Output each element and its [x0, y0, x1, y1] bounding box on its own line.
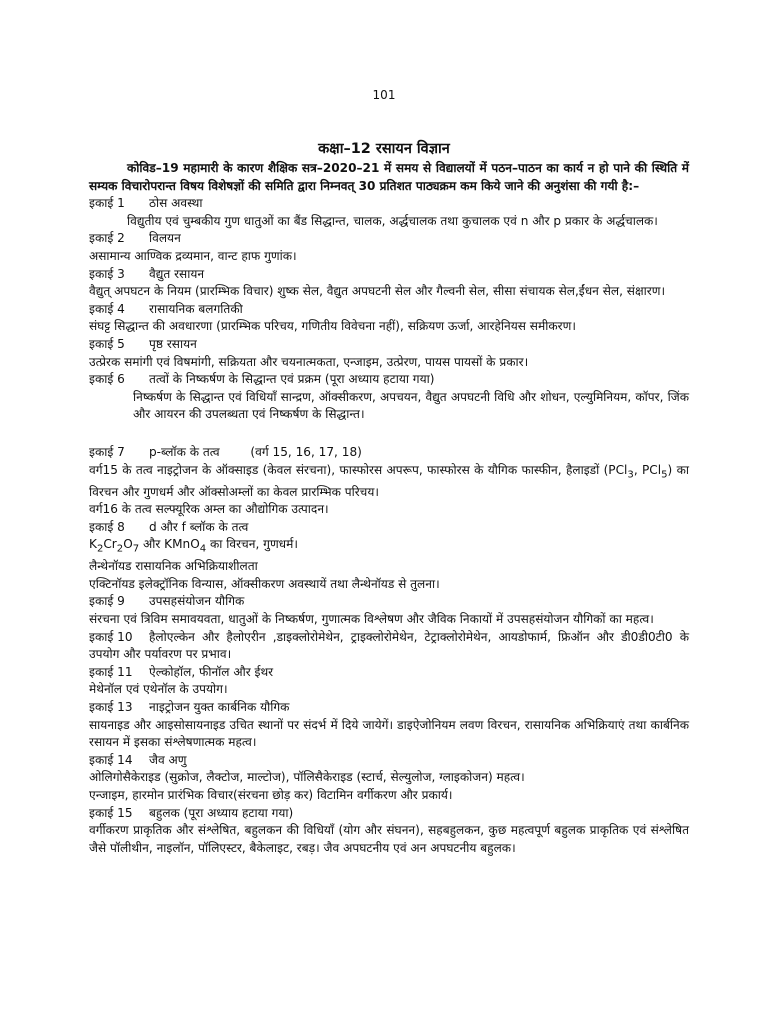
- unit-3-text: वैद्युत् अपघटन के नियम (प्रारम्भिक विचार) शुष्क सेल, वैद्युत अपघटनी सेल और गैल्वनी सेल, सीसा संचायक सेल,ईंधन सेल, संक्षारण।: [89, 284, 666, 299]
- unit-6-heading: [89, 371, 689, 389]
- unit-13-text: सायनाइड और आइसोसायनाइड उचित स्थानों पर संदर्भ में दिये जायेगें। डाइऐजोनियम लवण विरचन, रासायनिक अभिक्रियाएं तथा कार्बनिक रसायन में इसका संश्लेषणात्मक महत्व।: [89, 717, 689, 750]
- unit-7-text-2: वर्ग16 के तत्व सल्फ्यूरिक अम्ल का औद्योगिक उत्पादन।: [89, 502, 329, 517]
- subscript: 3: [627, 468, 634, 480]
- unit-14-heading: [89, 752, 689, 770]
- subscript: 2: [116, 543, 124, 555]
- unit-title: रासायनिक बलगतिकी: [149, 301, 243, 316]
- text-part: , PCl: [633, 462, 662, 477]
- unit-title: ऐल्कोहॉल, फीनॉल और ईथर: [149, 664, 274, 679]
- unit-9-heading: [89, 593, 689, 611]
- unit-number: इकाई 5: [89, 336, 125, 351]
- unit-number: इकाई 1: [89, 196, 125, 211]
- unit-number: इकाई 4: [89, 301, 125, 316]
- text-part: K: [89, 537, 97, 552]
- unit-10-text: ,डाइक्लोरोमेथेन, ट्राइक्लोरोमेथेन, टेट्राक्लोरोमेथेन, आयडोफार्म, फ्रिऑन और डी0डी0टी0 के उपयोग और पर्यावरण पर प्रभाव।: [89, 629, 689, 662]
- unit-10-block: [89, 629, 689, 664]
- unit-11-heading: [89, 664, 689, 682]
- unit-number: इकाई 9: [89, 594, 125, 609]
- unit-14-text-1: ओलिगोसैकेराइड (सुक्रोज, लैक्टोज, माल्टोज), पॉलिसैकेराइड (स्टार्च, सेल्युलोज, ग्लाइकोजन) महत्व।: [89, 770, 525, 785]
- unit-number: इकाई 10: [89, 629, 133, 644]
- unit-title: d और f ब्लॉक के तत्व: [149, 519, 249, 534]
- intro-paragraph: कोविड–19 महामारी के कारण शैक्षिक सत्र–2020–21 में समय से विद्यालयों में पठन–पाठन का कार्य न हो पाने की स्थिति में सम्यक विचारोपरान्त विषय विशेषज्ञों की समिति द्वारा निम्नवत् 30 प्रतिशत पाठ्यक्रम कम किये जाने की अनुशंसा की गयी है:–: [89, 161, 689, 193]
- unit-8-text-1: [89, 536, 689, 558]
- unit-number: इकाई 2: [89, 231, 125, 246]
- unit-number: इकाई 13: [89, 700, 133, 715]
- unit-number: इकाई 15: [89, 805, 133, 820]
- spacer: [89, 424, 689, 444]
- unit-3-heading: [89, 266, 689, 284]
- unit-number: इकाई 11: [89, 664, 133, 679]
- unit-number: इकाई 3: [89, 266, 125, 281]
- unit-title: ठोस अवस्था: [149, 196, 203, 211]
- unit-title: पृष्ठ रसायन: [149, 336, 197, 351]
- unit-5-heading: [89, 336, 689, 354]
- unit-5-text: उत्प्रेरक समांगी एवं विषमांगी, सक्रियता और चयनात्मकता, एन्जाइम, उत्प्रेरण, पायस पायसों के प्रकार।: [89, 354, 529, 369]
- unit-15-text: वर्गीकरण प्राकृतिक और संश्लेषित, बहुलकन की विधियाँ (योग और संघनन), सहबहुलकन, कुछ महत्वपूर्ण बहुलक प्राकृतिक एवं संश्लेषित जैसे पॉलीथीन, नाइलॉन, पॉलिएस्टर, बैकेलाइट, रबड़। जैव अपघटनीय एवं अन अपघटनीय बहुलक।: [89, 823, 689, 855]
- unit-title: विलयन: [149, 231, 181, 246]
- unit-title: हैलोएल्केन और हैलोएरीन: [149, 629, 266, 644]
- unit-6-text: निष्कर्षण के सिद्धान्त एवं विधियाँ सान्द्रण, ऑक्सीकरण, अपचयन, वैद्युत अपघटनी विधि और शोधन, एल्युमिनियम, कॉपर, जिंक और आयरन की उपलब्धता एवं निष्कर्षण के सिद्धान्त।: [133, 389, 689, 422]
- unit-group: (वर्ग 15, 16, 17, 18): [250, 444, 362, 459]
- unit-1-text: विद्युतीय एवं चुम्बकीय गुण धातुओं का बैंड सिद्धान्त, चालक, अर्द्धचालक तथा कुचालक एवं n और p प्रकार के अर्द्धचालक।: [127, 213, 658, 228]
- page-title: कक्षा–12 रसायन विज्ञान: [318, 141, 450, 157]
- unit-number: इकाई 6: [89, 372, 125, 387]
- unit-2-text: असामान्य आण्विक द्रव्यमान, वान्ट हाफ गुणांक।: [89, 248, 297, 263]
- text-part: वर्ग15 के तत्व नाइट्रोजन के ऑक्साइड (केवल संरचना), फास्फोरस अपरूप, फास्फोरस के यौगिक फास्फीन, हैलाइडों (PCl: [89, 462, 628, 477]
- text-part: और KMnO: [139, 537, 200, 552]
- unit-14-text-2: एन्जाइम, हारमोन प्रारंभिक विचार(संरचना छोड़ कर) विटामिन वर्गीकरण और प्रकार्य।: [89, 788, 453, 802]
- unit-2-heading: [89, 230, 689, 248]
- unit-title: तत्वों के निष्कर्षण के सिद्धान्त एवं प्रक्रम (पूरा अध्याय हटाया गया): [149, 372, 435, 387]
- unit-title: जैव अणु: [149, 752, 187, 767]
- unit-7-text-1: [89, 462, 689, 502]
- unit-8-heading: [89, 519, 689, 537]
- unit-title: नाइट्रोजन युक्त कार्बनिक यौगिक: [149, 700, 290, 715]
- unit-title: p-ब्लॉक के तत्व: [149, 444, 220, 459]
- unit-number: इकाई 8: [89, 519, 125, 534]
- unit-11-text: मेथेनॉल एवं एथेनॉल के उपयोग।: [89, 682, 228, 697]
- unit-13-heading: [89, 699, 689, 717]
- unit-8-text-2: लैन्थेनॉयड रासायनिक अभिक्रियाशीलता: [89, 559, 258, 574]
- unit-number: इकाई 7: [89, 444, 125, 459]
- page-number: 101: [372, 88, 396, 102]
- unit-8-text-3: एक्टिनॉयड इलेक्ट्रॉनिक विन्यास, ऑक्सीकरण अवस्थायें तथा लैन्थेनॉयड से तुलना।: [89, 576, 440, 591]
- unit-1-heading: [89, 195, 689, 213]
- subscript: 7: [132, 543, 140, 555]
- unit-4-heading: [89, 301, 689, 319]
- text-part: O: [123, 537, 133, 552]
- syllabus-content: [89, 160, 689, 857]
- unit-title: उपसहसंयोजन यौगिक: [149, 594, 245, 609]
- subscript: 2: [96, 543, 104, 555]
- unit-15-heading: [89, 805, 689, 823]
- text-part: ) का विरचन और गुणधर्म और ऑक्सोअम्लों का केवल प्रारम्भिक परिचय।: [89, 462, 689, 499]
- unit-title: बहुलक (पूरा अध्याय हटाया गया): [149, 805, 294, 820]
- unit-9-text: संरचना एवं त्रिविम समावयवता, धातुओं के निष्कर्षण, गुणात्मक विश्लेषण और जैविक निकायों में उपसहसंयोजन यौगिकों का महत्व।: [89, 612, 654, 627]
- subscript: 4: [199, 543, 207, 555]
- text-part: का विरचन, गुणधर्म।: [206, 537, 298, 552]
- text-part: Cr: [103, 537, 117, 552]
- unit-title: वैद्युत रसायन: [149, 266, 205, 281]
- unit-number: इकाई 14: [89, 752, 133, 767]
- unit-7-heading: [89, 444, 689, 462]
- unit-4-text: संघट्ट सिद्धान्त की अवधारणा (प्रारम्भिक परिचय, गणितीय विवेचना नहीं), सक्रियण ऊर्जा, आरहेनियस समीकरण।: [89, 319, 576, 334]
- subscript: 5: [661, 468, 668, 480]
